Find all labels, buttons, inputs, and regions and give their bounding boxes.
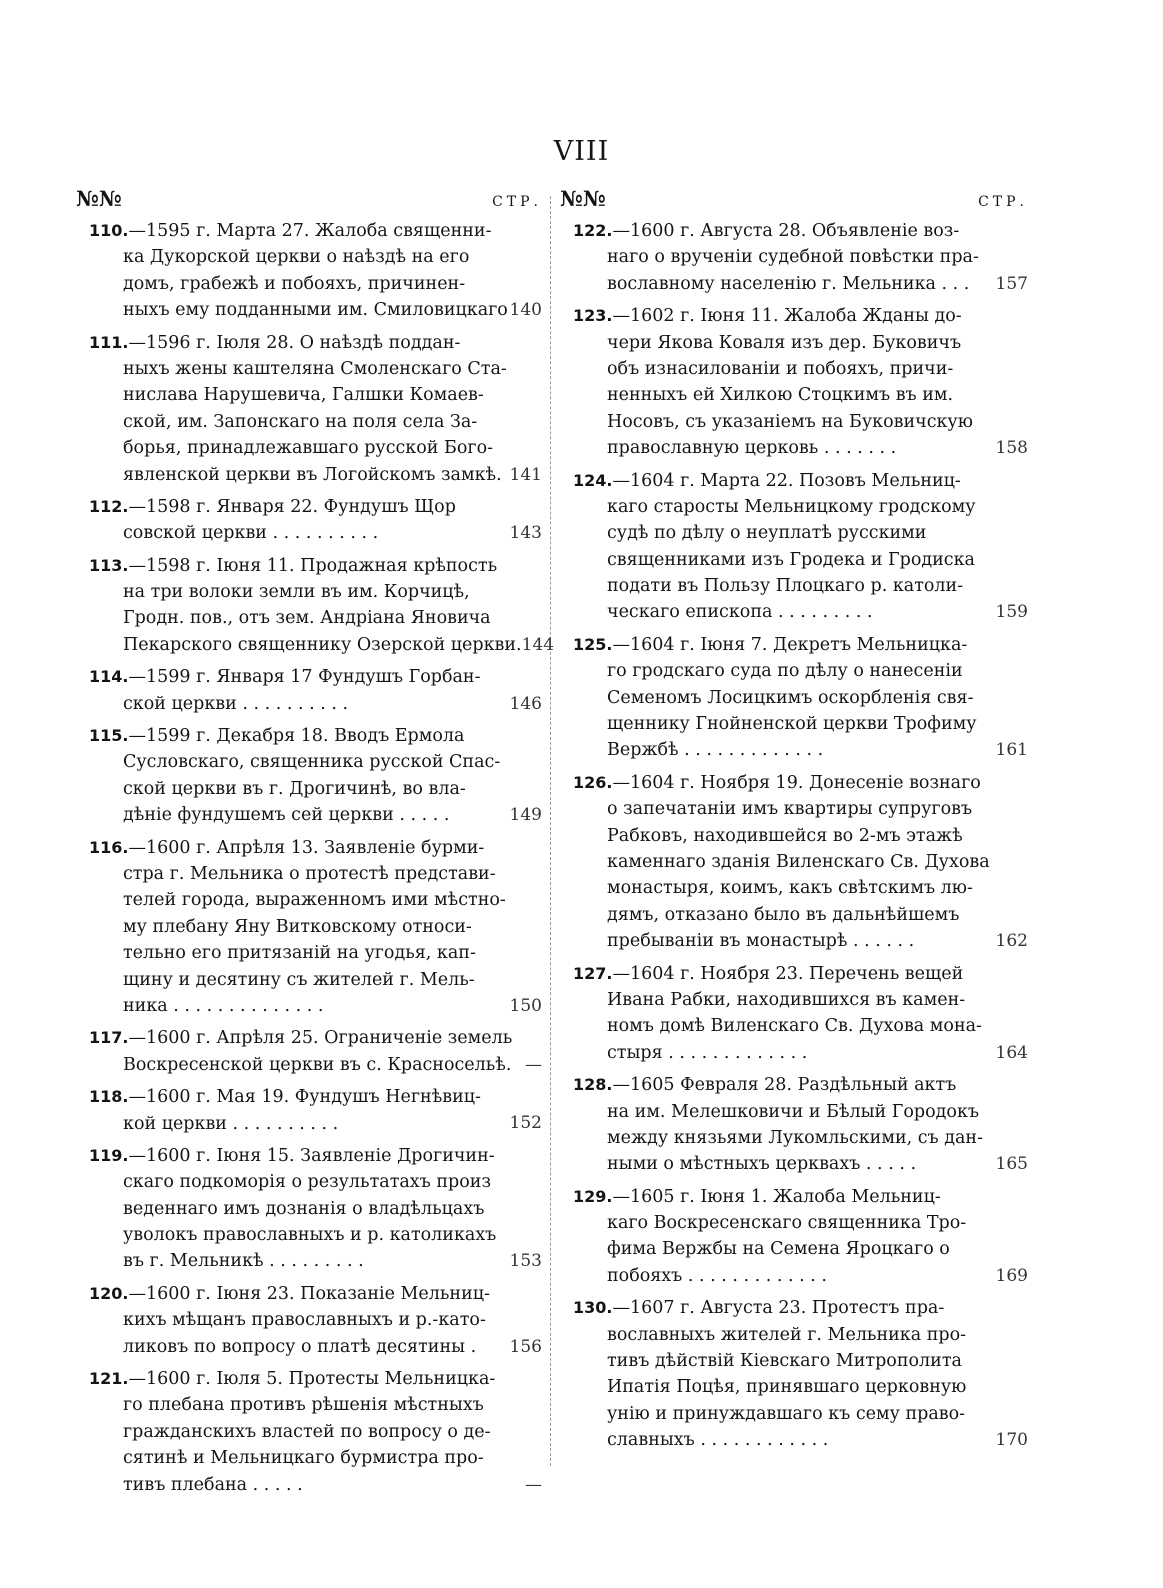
entry-line [89, 1143, 496, 1169]
entry-line-text: уволокъ православныхъ и р. католикахъ [123, 1225, 497, 1246]
entry-line-text: на им. Мелешковичи и Бѣлый Городокъ [607, 1101, 980, 1122]
entry-line [89, 1084, 496, 1110]
entry-line-text: ныхъ ему подданными им. Смиловицкаго [123, 300, 508, 321]
entry-line [123, 940, 506, 966]
entry-line-text: каменнаго зданія Виленскаго Св. Духова [607, 851, 990, 872]
entry-line [89, 835, 506, 861]
entry-line [607, 271, 982, 297]
entry-line [123, 802, 500, 828]
toc-entry [560, 1072, 1028, 1178]
entry-list [560, 218, 1028, 1454]
entry-line-text: —1604 г. Ноября 19. Донесеніе вознаго [612, 772, 981, 793]
entry-line [573, 1184, 982, 1210]
entry-line [607, 244, 982, 270]
entry-line [123, 244, 508, 270]
entry-line [607, 928, 990, 954]
entry-line-text: сятинѣ и Мельницкаго бурмистра про- [123, 1448, 484, 1469]
entry-line-text: веденнаго имъ дознанія о владѣльцахъ [123, 1198, 485, 1219]
entry-line-text: го плебана противъ рѣшенія мѣстныхъ [123, 1395, 484, 1416]
entry-line [607, 1013, 982, 1039]
entry-line [89, 553, 522, 579]
entry-text [76, 1143, 496, 1275]
entry-line [573, 218, 982, 244]
entry-line [573, 961, 982, 987]
entry-page-number: 161 [995, 740, 1028, 761]
entry-page-number: 143 [509, 523, 542, 544]
entry-line-text: тивъ плебана . . . . . [123, 1474, 303, 1495]
entry-line-text: —1604 г. Марта 22. Позовъ Мельниц- [612, 470, 961, 491]
entry-line [123, 749, 500, 775]
toc-entry [76, 1084, 542, 1137]
toc-entry [560, 218, 1028, 297]
entry-line-text: —1607 г. Августа 23. Протестъ пра- [612, 1298, 945, 1319]
entry-line-text: пребываніи въ монастырѣ . . . . . . [607, 931, 915, 952]
entry-line-text: Ивана Рабки, находившихся въ камен- [607, 989, 966, 1010]
entry-text [76, 723, 500, 829]
entry-line [123, 861, 506, 887]
entry-text [560, 961, 982, 1067]
entry-line [607, 1040, 982, 1066]
entry-line-text: ника . . . . . . . . . . . . . . [123, 995, 324, 1016]
entry-line-text: дямъ, отказано было въ дальнѣйшемъ [607, 904, 960, 925]
entry-line [123, 435, 507, 461]
entry-line [123, 993, 506, 1019]
entry-page-number: — [525, 1474, 542, 1495]
entry-line-text: —1600 г. Августа 28. Объявленіе воз- [612, 221, 960, 241]
entry-line-text: священниками изъ Гродека и Гродиска [607, 549, 975, 570]
entry-line-text: ка Дукорской церкви о наѣздѣ на его [123, 247, 470, 268]
entry-line-text: каго Воскресенскаго священника Тро- [607, 1213, 967, 1234]
entry-text [560, 770, 990, 955]
entry-line-text: вославныхъ жителей г. Мельника про- [607, 1324, 967, 1345]
entry-line-text: о запечатаніи имъ квартиры супруговъ [607, 799, 973, 820]
entry-line [123, 1445, 496, 1471]
entry-text [76, 1281, 496, 1360]
toc-entry [76, 330, 542, 488]
entry-number: 122. [573, 221, 613, 240]
entry-line [607, 902, 990, 928]
entry-number: 124. [573, 470, 613, 490]
entry-line-text: православную церковь . . . . . . . [607, 438, 897, 459]
entry-line [607, 573, 982, 599]
entry-line [89, 1025, 512, 1051]
entry-line-text: на три волоки земли въ им. Корчицѣ, [123, 582, 470, 603]
entry-number: 125. [573, 634, 613, 654]
entry-line [607, 796, 990, 822]
left-column [76, 186, 555, 1504]
entry-line [123, 691, 496, 717]
toc-entry [76, 1281, 542, 1360]
entry-line-text: чери Якова Коваля изъ дер. Буковичъ [607, 332, 962, 353]
entry-line [123, 1196, 496, 1222]
entry-line-text: —1599 г. Января 17 Фундушъ Горбан- [128, 667, 481, 688]
entry-page-number: 144 [521, 634, 555, 655]
toc-entry [560, 468, 1028, 626]
entry-line-text: наго о врученіи судебной повѣстки пра- [607, 247, 979, 268]
entry-line-text: въ г. Мельникѣ . . . . . . . . . [123, 1251, 364, 1272]
entry-text [560, 1295, 982, 1453]
entry-number-header: №№ [560, 186, 606, 211]
toc-entry [560, 1184, 1028, 1290]
entry-line [607, 658, 982, 684]
entry-list [76, 218, 555, 1498]
entry-line-text: Семеномъ Лосицкимъ оскорбленія свя- [607, 687, 974, 708]
entry-line [573, 770, 990, 796]
column-header [76, 186, 542, 218]
entry-line-text: номъ домѣ Виленскаго Св. Духова мона- [607, 1016, 982, 1037]
entry-text [560, 632, 982, 764]
entry-page-number: 156 [509, 1336, 542, 1357]
entry-line [89, 1281, 496, 1307]
entry-line [607, 685, 982, 711]
entry-line-text: кихъ мѣщанъ православныхъ и р.-като- [123, 1310, 486, 1331]
entry-line [607, 1322, 982, 1348]
entry-line [89, 330, 507, 356]
entry-text [76, 553, 522, 659]
entry-line-text: тивъ дѣйствій Кіевскаго Митрополита [607, 1351, 962, 1372]
entry-line-text: —1600 г. Іюня 23. Показаніе Мельниц- [128, 1283, 490, 1304]
entry-line-text: славныхъ . . . . . . . . . . . . [607, 1430, 829, 1451]
entry-line [89, 218, 508, 244]
entry-line-text: между князьями Лукомльскими, съ дан- [607, 1127, 984, 1148]
entry-line-text: щину и десятину съ жителей г. Мель- [123, 969, 475, 990]
entry-line [607, 823, 990, 849]
entry-page-number: 159 [995, 602, 1028, 623]
entry-number: 123. [573, 306, 613, 326]
entry-line [607, 875, 990, 901]
entry-number: 120. [89, 1283, 129, 1303]
entry-line [607, 1401, 982, 1427]
entry-text [560, 218, 982, 297]
entry-line-text: —1599 г. Декабря 18. Вводъ Ермола [128, 726, 465, 747]
entry-line [123, 1472, 496, 1498]
page-header: СТР. [978, 194, 1028, 210]
entry-line [607, 1427, 982, 1453]
entry-line-text: —1604 г. Іюня 7. Декретъ Мельницка- [612, 634, 968, 655]
entry-line [123, 356, 507, 382]
entry-line [607, 356, 982, 382]
toc-entry [560, 770, 1028, 955]
entry-line-text: Ипатія Поцѣя, принявшаго церковную [607, 1377, 967, 1398]
entry-text [560, 468, 982, 626]
entry-line-text: Воскресенской церкви въ с. Красносельѣ. [123, 1054, 512, 1075]
entry-line-text: каго старосты Мельницкому гродскому [607, 496, 976, 517]
entry-line [123, 914, 506, 940]
entry-text [76, 1025, 512, 1078]
entry-number: 129. [573, 1186, 613, 1206]
entry-line [573, 632, 982, 658]
entry-line [123, 409, 507, 435]
entry-line [607, 547, 982, 573]
entry-text [560, 1072, 983, 1178]
entry-number: 128. [573, 1075, 613, 1095]
entry-line-text: —1598 г. Января 22. Фундушъ Щор [128, 496, 456, 517]
page-header: СТР. [492, 194, 542, 210]
entry-number: 118. [89, 1087, 129, 1107]
entry-text [76, 664, 496, 717]
entry-line [123, 1392, 496, 1418]
entry-line-text: —1600 г. Іюня 15. Заявленіе Дрогичин- [128, 1145, 495, 1166]
entry-line [89, 664, 496, 690]
entry-page-number: 141 [509, 464, 542, 485]
entry-line-text: борья, принадлежавшаго русской Бого- [123, 438, 494, 459]
entry-line-text: Сусловскаго, священника русской Спас- [123, 752, 501, 773]
entry-page-number: 140 [509, 300, 542, 321]
entry-line-text: Вержбѣ . . . . . . . . . . . . . [607, 740, 824, 761]
entry-line-text: ской, им. Запонскаго на поля села За- [123, 411, 478, 432]
entry-page-number: 153 [509, 1251, 542, 1272]
entry-line [607, 711, 982, 737]
entry-line-text: щеннику Гнойненской церкви Трофиму [607, 714, 977, 735]
entry-line-text: вославному населенію г. Мельника . . . [607, 273, 970, 294]
column-header [560, 186, 1028, 218]
entry-line [607, 330, 982, 356]
entry-text [76, 330, 507, 488]
entry-line-text: ликовъ по вопросу о платѣ десятины . [123, 1336, 477, 1357]
entry-line [123, 1052, 512, 1078]
entry-line [607, 435, 982, 461]
entry-page-number: 146 [509, 693, 542, 714]
entry-text [560, 1184, 982, 1290]
entry-line [123, 297, 508, 323]
entry-line [89, 1366, 496, 1392]
entry-line-text: тельно его притязаній на угодья, кап- [123, 943, 476, 964]
entry-line [607, 1374, 982, 1400]
entry-line [607, 737, 982, 763]
entry-line-text: —1600 г. Мая 19. Фундушъ Негнѣвиц- [128, 1087, 481, 1108]
column-divider [550, 196, 551, 1466]
entry-page-number: 157 [995, 273, 1028, 294]
entry-line [607, 1210, 982, 1236]
entry-line [607, 849, 990, 875]
entry-line-text: стра г. Мельника о протестѣ представи- [123, 863, 496, 884]
entry-line-text: —1605 г. Іюня 1. Жалоба Мельниц- [612, 1186, 941, 1207]
toc-entry [76, 553, 555, 659]
entry-line [607, 599, 982, 625]
entry-line-text: Гродн. пов., отъ зем. Андріана Яновича [123, 608, 491, 629]
toc-entry [76, 218, 542, 324]
entry-line [123, 520, 496, 546]
entry-line [607, 1263, 982, 1289]
entry-number: 117. [89, 1028, 129, 1048]
entry-line-text: нислава Нарушевича, Галшки Комаев- [123, 385, 484, 406]
entry-line-text: —1600 г. Іюля 5. Протесты Мельницка- [128, 1369, 496, 1390]
entry-line [123, 1419, 496, 1445]
entry-line-text: стыря . . . . . . . . . . . . . [607, 1042, 808, 1063]
entry-line-text: Носовъ, съ указаніемъ на Буковичскую [607, 411, 973, 432]
entry-line [573, 1072, 983, 1098]
entry-line [123, 887, 506, 913]
entry-line-text: ской церкви . . . . . . . . . . [123, 693, 349, 714]
page-number: VIII [553, 136, 610, 167]
toc-entry [76, 1366, 542, 1498]
entry-line [123, 967, 506, 993]
entry-line-text: скаго подкоморія о результатахъ произ [123, 1172, 491, 1193]
entry-line-text: домъ, грабежѣ и побояхъ, причинен- [123, 273, 466, 294]
entry-line-text: —1600 г. Апрѣля 25. Ограниченіе земель [128, 1028, 513, 1049]
toc-entry [560, 303, 1028, 461]
entry-line [123, 462, 507, 488]
entry-line-text: ской церкви въ г. Дрогичинѣ, во вла- [123, 778, 466, 799]
entry-number: 126. [573, 772, 613, 792]
entry-line-text: —1602 г. Іюня 11. Жалоба Жданы до- [612, 306, 962, 327]
entry-line-text: Рабковъ, находившейся во 2-мъ этажѣ [607, 825, 963, 846]
entry-line [89, 494, 496, 520]
entry-line [607, 520, 982, 546]
entry-line-text: фима Вержбы на Семена Яроцкаго о [607, 1239, 950, 1260]
entry-line [123, 579, 522, 605]
entry-line [123, 1248, 496, 1274]
entry-text [76, 1366, 496, 1498]
entry-page-number: 164 [995, 1042, 1028, 1063]
toc-entry [76, 664, 542, 717]
entry-line-text: —1598 г. Іюня 11. Продажная крѣпость [128, 555, 498, 576]
entry-line-text: Пекарского священнику Озерской церкви. [123, 634, 522, 655]
toc-entry [76, 835, 542, 1020]
toc-entry [76, 494, 542, 547]
entry-text [76, 835, 506, 1020]
entry-line-text: —1600 г. Апрѣля 13. Заявленіе бурми- [128, 837, 485, 858]
entry-line [607, 494, 982, 520]
entry-line-text: унію и принуждавшаго къ сему право- [607, 1403, 966, 1424]
entry-line [573, 468, 982, 494]
entry-line [607, 1099, 983, 1125]
entry-page-number: 162 [995, 931, 1028, 952]
entry-line [123, 1169, 496, 1195]
entry-line [123, 1111, 496, 1137]
entry-line-text: дѣніе фундушемъ сей церкви . . . . . [123, 805, 450, 826]
entry-line-text: гражданскихъ властей по вопросу о де- [123, 1421, 491, 1442]
entry-page-number: 165 [995, 1154, 1028, 1175]
entry-line-text: ными о мѣстныхъ церквахъ . . . . . [607, 1154, 917, 1175]
entry-number: 130. [573, 1298, 613, 1318]
entry-line-text: подати въ Пользу Плоцкаго р. католи- [607, 576, 964, 597]
entry-number: 119. [89, 1145, 129, 1165]
entry-text [76, 1084, 496, 1137]
entry-line [123, 632, 522, 658]
entry-line [607, 1125, 983, 1151]
toc-entry [560, 632, 1028, 764]
entry-line [123, 1334, 496, 1360]
entry-page-number: 152 [509, 1113, 542, 1134]
entry-line-text: судѣ по дѣлу о неуплатѣ русскими [607, 523, 927, 544]
entry-line [123, 382, 507, 408]
toc-entry [76, 1025, 542, 1078]
entry-line [573, 303, 982, 329]
entry-line-text: кой церкви . . . . . . . . . . [123, 1113, 339, 1134]
entry-line [607, 382, 982, 408]
entry-number: 111. [89, 332, 129, 352]
entry-line [573, 1295, 982, 1321]
entry-line-text: побояхъ . . . . . . . . . . . . . [607, 1265, 827, 1286]
entry-line [123, 1222, 496, 1248]
toc-entry [560, 961, 1028, 1067]
entry-page-number: 169 [995, 1265, 1028, 1286]
entry-line [607, 987, 982, 1013]
entry-line-text: объ изнасилованіи и побояхъ, причи- [607, 358, 954, 379]
entry-line-text: телей города, выраженномъ ими мѣстно- [123, 890, 506, 911]
entry-line-text: —1604 г. Ноября 23. Перечень вещей [612, 963, 964, 984]
entry-line [123, 776, 500, 802]
entry-number: 121. [89, 1369, 129, 1389]
entry-line-text: монастыря, коимъ, какъ свѣтскимъ лю- [607, 878, 973, 899]
entry-number: 113. [89, 555, 129, 575]
entry-line-text: го гродскаго суда по дѣлу о нанесеніи [607, 661, 963, 682]
entry-line-text: ческаго епископа . . . . . . . . . [607, 602, 873, 623]
entry-page-number: 158 [995, 438, 1028, 459]
toc-entry [76, 723, 542, 829]
entry-text [560, 303, 982, 461]
entry-line-text: —1596 г. Іюля 28. О наѣздѣ поддан- [128, 332, 461, 353]
entry-line [123, 1307, 496, 1333]
right-column [560, 186, 1028, 1460]
entry-number: 115. [89, 726, 129, 746]
entry-line [123, 271, 508, 297]
entry-line [123, 605, 522, 631]
entry-page-number: 150 [509, 995, 542, 1016]
entry-line-text: му плебану Яну Витковскому относи- [123, 916, 472, 937]
entry-line [607, 1348, 982, 1374]
entry-line-text: явленской церкви въ Логойскомъ замкѣ. [123, 464, 502, 485]
entry-line-text: —1605 Февраля 28. Раздѣльный актъ [612, 1075, 957, 1096]
entry-number: 114. [89, 667, 129, 687]
entry-line-text: совской церкви . . . . . . . . . . [123, 523, 379, 544]
entry-line [89, 723, 500, 749]
entry-number: 110. [89, 221, 129, 240]
entry-line-text: ныхъ жены каштеляна Смоленскаго Ста- [123, 358, 507, 379]
entry-page-number: — [525, 1054, 542, 1075]
entry-line [607, 409, 982, 435]
entry-number: 127. [573, 963, 613, 983]
toc-entry [76, 1143, 542, 1275]
entry-number: 112. [89, 496, 129, 516]
toc-entry [560, 1295, 1028, 1453]
entry-number: 116. [89, 837, 129, 857]
entry-line-text: —1595 г. Марта 27. Жалоба священни- [128, 221, 492, 241]
entry-page-number: 170 [995, 1430, 1028, 1451]
entry-line [607, 1236, 982, 1262]
entry-text [76, 494, 496, 547]
entry-text [76, 218, 508, 324]
entry-line-text: ненныхъ ей Хилкою Стоцкимъ въ им. [607, 385, 954, 406]
entry-number-header: №№ [76, 186, 122, 211]
entry-page-number: 149 [509, 805, 542, 826]
entry-line [607, 1151, 983, 1177]
